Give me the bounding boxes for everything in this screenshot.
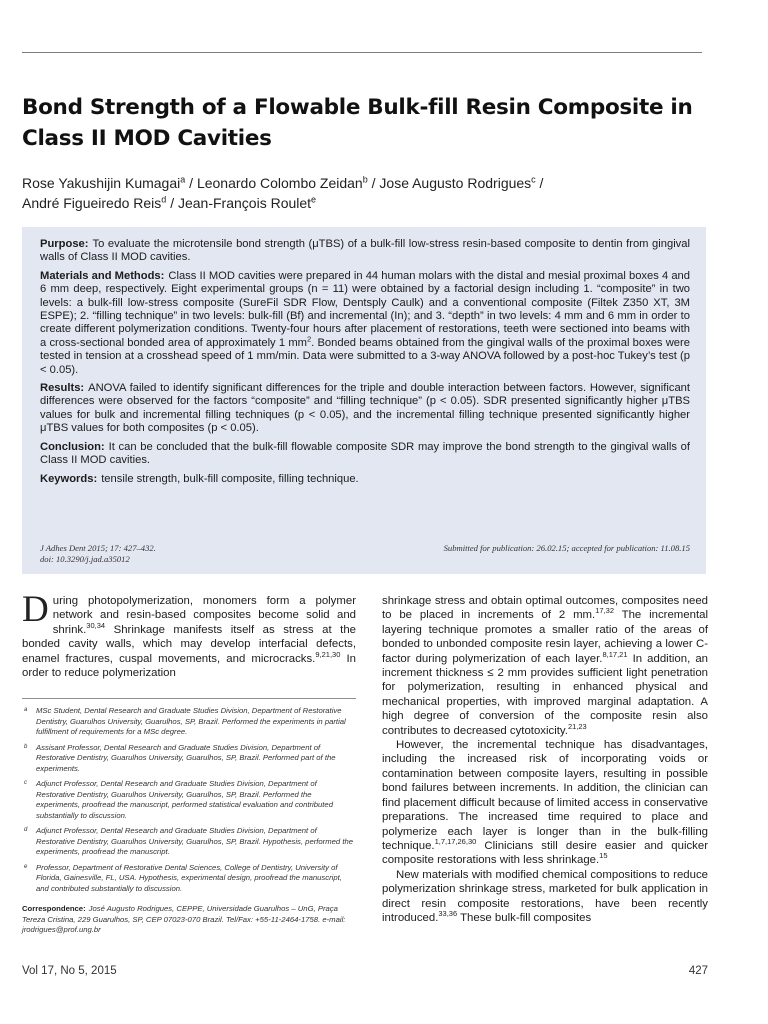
methods-text: Class II MOD cavities were prepared in 44 human molars with the distal and mesial proximal boxes 4 and 6 mm deep, respectively. Eight experimental groups (n = 11) were obtained by a factorial design including 1. “composite” in two levels: a bulk-fill low-stress composite (SureFil SDR Flow, Dentsply Caulk) and a conventional composite (Filtek Z350 XT, 3M ESPE); 2. “filling technique” in two levels: bulk-fill (Bf) and incremental (In); and 3. “depth” in two levels: 4 mm and 6 mm in order to create different polymerization conditions. Twenty-four hours after placement of restorations, teeth were sectioned into beams with a cross-sectional bonded area of approximately 1 mm <box>40 269 691 349</box>
article-title: Bond Strength of a Flowable Bulk-fill Resin Composite in Class II MOD Cavities <box>22 95 693 151</box>
purpose-label: Purpose: <box>40 238 89 250</box>
keywords-label: Keywords: <box>40 472 98 485</box>
footnote-item <box>22 863 356 895</box>
footnote-mark: c <box>24 780 27 786</box>
intro-text: However, the incremental technique has disadvantages, including the increased risk of incorporating voids or contamination between composite layers, resulting in possible bond failures between increments. In addition, the clinician can find placement difficult because of limited access in conservative preparations. The increased time required to place and polymerize each layer is longer than in the bulk-filling technique. <box>382 739 708 852</box>
journal-citation: J Adhes Dent 2015; 17: 427–432. <box>40 543 156 553</box>
citation-ref[interactable]: 9,21,30 <box>315 649 341 659</box>
intro-right-column <box>382 594 708 925</box>
intro-paragraph <box>382 594 708 738</box>
author-name: Leonardo Colombo Zeidan <box>196 175 363 191</box>
page-number: 427 <box>688 965 708 977</box>
superscript: 2 <box>306 334 312 344</box>
correspondence-text: José Augusto Rodrigues, CEPPE, Universidade Guarulhos – UnG, Praça Tereza Cristina, 229 Guarulhos, SP, CEP 07023-070 Brazil. Tel/Fax: +55-11-2464-1758. e-mail: jrodrigues@prof.ung.br <box>22 904 346 934</box>
intro-paragraph <box>22 589 356 680</box>
purpose-text: To evaluate the microtensile bond strength (μTBS) of a bulk-fill low-stress resin-based composite to dentin from gingival walls of Class II MOD cavities. <box>40 238 690 264</box>
intro-text: The incremental layering technique promotes a smaller ratio of the areas of bonded to unbonded composite resin layer, achieving a lower C-factor during polymerization of each layer. <box>382 609 708 665</box>
abstract-conclusion <box>40 441 690 468</box>
footnote-text: MSc Student, Dental Research and Graduate Studies Division, Department of Restorative Dentistry, Guarulhos University, Guarulhos, SP, Brazil. Performed the experiments in partial fulfillment of requirements for a MSc degree. <box>36 706 346 736</box>
footnote-text: Professor, Department of Restorative Dental Sciences, College of Dentistry, University of Florida, Gainesville, FL, USA. Hypothesis, experimental design, proofread the manuscript, and contributed substantially to discussion. <box>36 862 342 893</box>
abstract-box <box>22 227 706 574</box>
citation-ref[interactable]: 15 <box>599 851 608 861</box>
conclusion-text: It can be concluded that the bulk-fill flowable composite SDR may improve the bond strength to the gingival walls of Class II MOD cavities. <box>40 440 690 467</box>
correspondence-block <box>22 904 356 936</box>
author-name: Rose Yakushijin Kumagai <box>22 175 181 191</box>
footnote-text: Assisant Professor, Dental Research and Graduate Studies Division, Department of Restorative Dentistry, Guarulhos University, Guarulhos, SP, Brazil. Performed part of the experiments. <box>36 742 336 773</box>
author-name: André Figueiredo Reis <box>22 195 162 211</box>
submission-dates: Submitted for publication: 26.02.15; accepted for publication: 11.08.15 <box>443 543 690 553</box>
affiliation-footnotes <box>22 706 356 936</box>
intro-text: Shrinkage manifests itself as stress at the bonded cavity walls, which may develop interfacial defects, enamel fractures, cuspal movements, and microcracks. <box>22 623 356 665</box>
footnote-mark: e <box>24 863 28 870</box>
citation-ref[interactable]: 30,34 <box>86 621 106 631</box>
methods-text-cont: . Bonded beams obtained from the gingival walls of the proximal boxes were tested in tension at a crosshead speed of 1 mm/min. Data were submitted to a 3-way ANOVA followed by a post-hoc Tukey’s test (p < 0.05). <box>40 336 690 376</box>
footnote-text: Adjunct Professor, Dental Research and Graduate Studies Division, Department of Restorative Dentistry, Guarulhos University, Guarulhos, SP, Brazil. Hypothesis, performed the experiments, proofread the manuscript. <box>36 826 354 856</box>
abstract-purpose <box>40 238 690 265</box>
citation-ref[interactable]: 17,32 <box>595 606 614 616</box>
results-text: ANOVA failed to identify significant differences for the triple and double interaction between factors. However, significant differences were observed for the factors “composite” and “filling technique” (p < 0.05). SDR presented significantly higher μTBS values for bulk and incremental filling techniques (p < 0.05), and the incremental filling technique presented significantly higher μTBS values for both composites (p < 0.05). <box>40 382 690 435</box>
author-affiliation-mark: a <box>180 174 186 185</box>
doi-link[interactable]: doi: 10.3290/j.jad.a35012 <box>40 554 130 564</box>
citation-ref[interactable]: 1,7,17,26,30 <box>434 837 477 847</box>
intro-text: In order to reduce polymerization <box>22 652 356 680</box>
intro-text: In addition, an increment thickness ≤ 2 mm provides sufficient light penetration for polymerization, resulting in enhanced physical and mechanical properties, with improved marginal adaptation. A high degree of conversion of the composite resin also contributes to decreased cytotoxicity. <box>382 652 709 737</box>
header-rule <box>22 52 702 53</box>
journal-volume: Vol 17, No 5, 2015 <box>22 965 117 977</box>
intro-paragraph <box>382 868 708 926</box>
author-affiliation-mark: e <box>311 194 317 205</box>
results-label: Results: <box>40 382 85 395</box>
methods-label: Materials and Methods: <box>40 269 165 282</box>
intro-text: New materials with modified chemical compositions to reduce polymerization shrinkage stress, marketed for bulk application in direct resin composite restorations, have been recently introduced. <box>382 868 708 924</box>
footnote-item <box>22 706 356 738</box>
footnote-mark: b <box>24 743 28 750</box>
correspondence-label: Correspondence: <box>22 904 86 913</box>
footnote-mark: a <box>24 707 28 713</box>
intro-text: These bulk-fill composites <box>457 911 592 924</box>
footnote-mark: d <box>24 827 28 833</box>
author-name: Jean-François Roulet <box>177 195 312 211</box>
footnote-rule <box>22 698 356 699</box>
intro-text: shrinkage stress and obtain optimal outcomes, composites need to be placed in increments of 2 mm. <box>382 595 708 622</box>
abstract-keywords <box>40 473 690 486</box>
citation-ref[interactable]: 8,17,21 <box>602 649 628 659</box>
citation-ref[interactable]: 33,36 <box>438 909 458 919</box>
footnote-item <box>22 826 356 858</box>
author-affiliation-mark: b <box>362 174 368 185</box>
author-affiliation-mark: c <box>531 174 536 185</box>
intro-left-column <box>22 589 356 680</box>
intro-paragraph <box>382 738 708 868</box>
citation-ref[interactable]: 21,23 <box>567 721 587 731</box>
citation-info <box>40 543 690 565</box>
intro-text: uring photopolymerization, monomers form a polymer network and resin-based composites become solid and shrink. <box>52 595 356 636</box>
footnote-text: Adjunct Professor, Dental Research and Graduate Studies Division, Department of Restorative Dentistry, Guarulhos University, Guarulhos, SP, Brazil. Performed the experiments, proofread the manuscript, performed statistical evaluation and contributed substantially to discussion. <box>36 779 333 820</box>
author-name: Jose Augusto Rodrigues <box>379 175 532 191</box>
abstract-results <box>40 382 690 436</box>
author-affiliation-mark: d <box>161 194 167 205</box>
drop-cap: D <box>22 589 49 630</box>
conclusion-label: Conclusion: <box>40 440 105 453</box>
abstract-methods <box>40 270 690 377</box>
footnote-item <box>22 743 356 775</box>
author-list: Rose Yakushijin Kumagai$^a$ / Leonardo Colombo Zeidan$^b$ / Jose Augusto Rodrigues$^c$ / André Figueiredo Reis$^d$ / Jean-François Roulet$^e$ <box>22 174 544 211</box>
keywords-text: tensile strength, bulk-fill composite, filling technique. <box>101 472 359 485</box>
intro-text: Clinicians still desire easier and quicker composite restorations with less shrinkage. <box>382 839 708 867</box>
footnote-item <box>22 779 356 821</box>
